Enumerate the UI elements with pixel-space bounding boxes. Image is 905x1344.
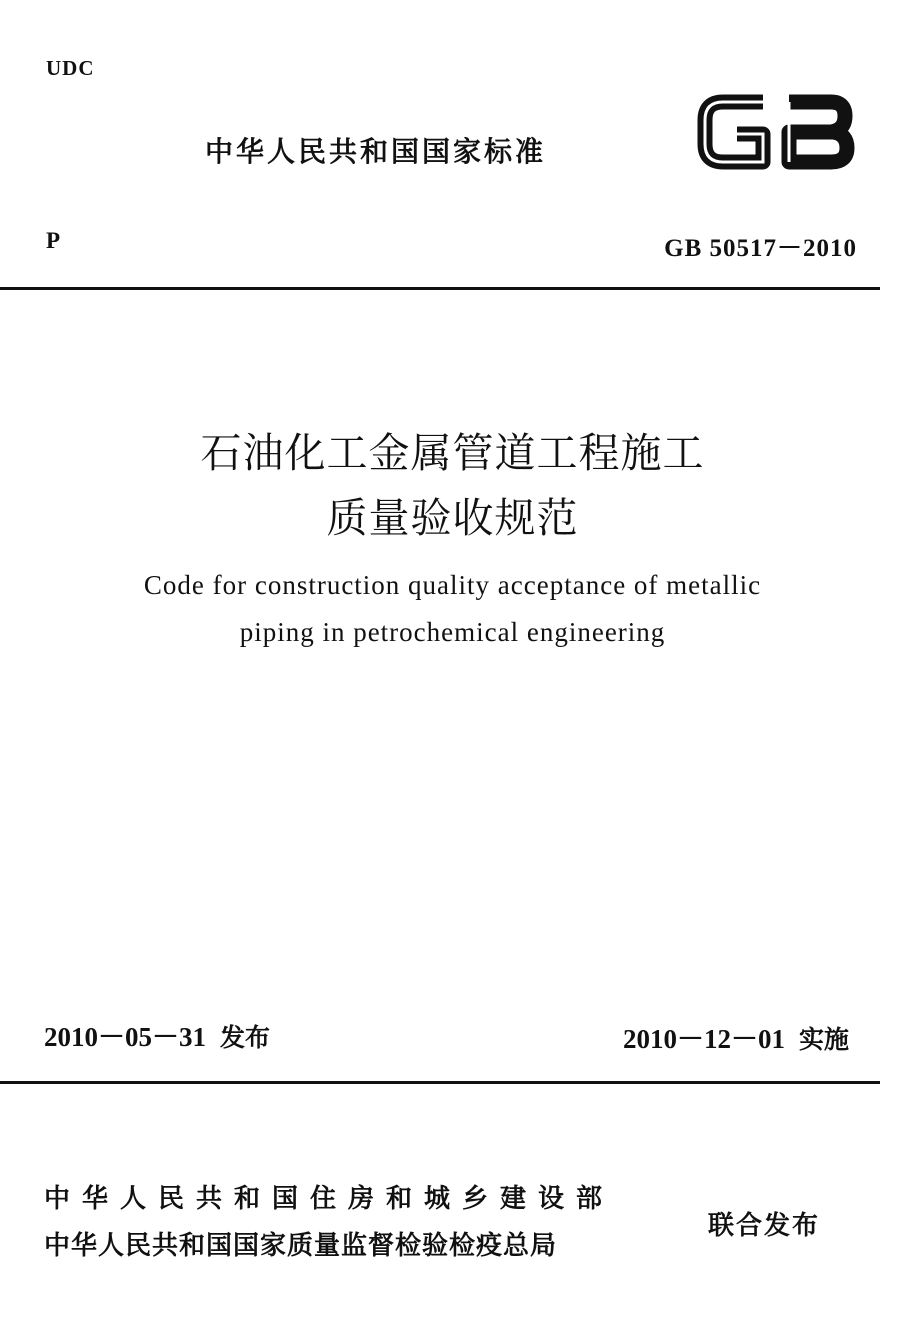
english-title-line2: piping in petrochemical engineering: [239, 617, 666, 647]
gb-logo-text: GB: [693, 88, 695, 89]
gb-logo: [693, 88, 858, 176]
effective-date: 2010－12－01: [622, 1024, 785, 1054]
chinese-title-line2: 质量验收规范: [326, 494, 579, 542]
udc-label: UDC: [46, 56, 95, 80]
issue-date: 2010－05－31: [44, 1022, 206, 1052]
national-standard-title: 中华人民共和国国家标准: [205, 135, 547, 168]
issue-label: 发布: [220, 1023, 271, 1052]
effective-label: 实施: [798, 1025, 849, 1054]
chinese-title-line1: 石油化工金属管道工程施工: [200, 429, 705, 477]
issuer-line2: 中华人民共和国国家质量监督检验检疫总局: [44, 1231, 558, 1261]
joint-issue-label: 联合发布: [708, 1211, 821, 1241]
issue-date-block: [44, 1015, 270, 1054]
issuer-line1: 中华人民共和国住房和城乡建设部: [44, 1184, 615, 1214]
standard-code: GB 50517－2010: [664, 235, 857, 262]
bottom-divider: [0, 1081, 880, 1084]
classification-code: P: [46, 228, 61, 253]
effective-date-block: [623, 1017, 849, 1056]
english-title-line1: Code for construction quality acceptance of metallic: [143, 570, 762, 600]
top-divider: [0, 287, 880, 290]
